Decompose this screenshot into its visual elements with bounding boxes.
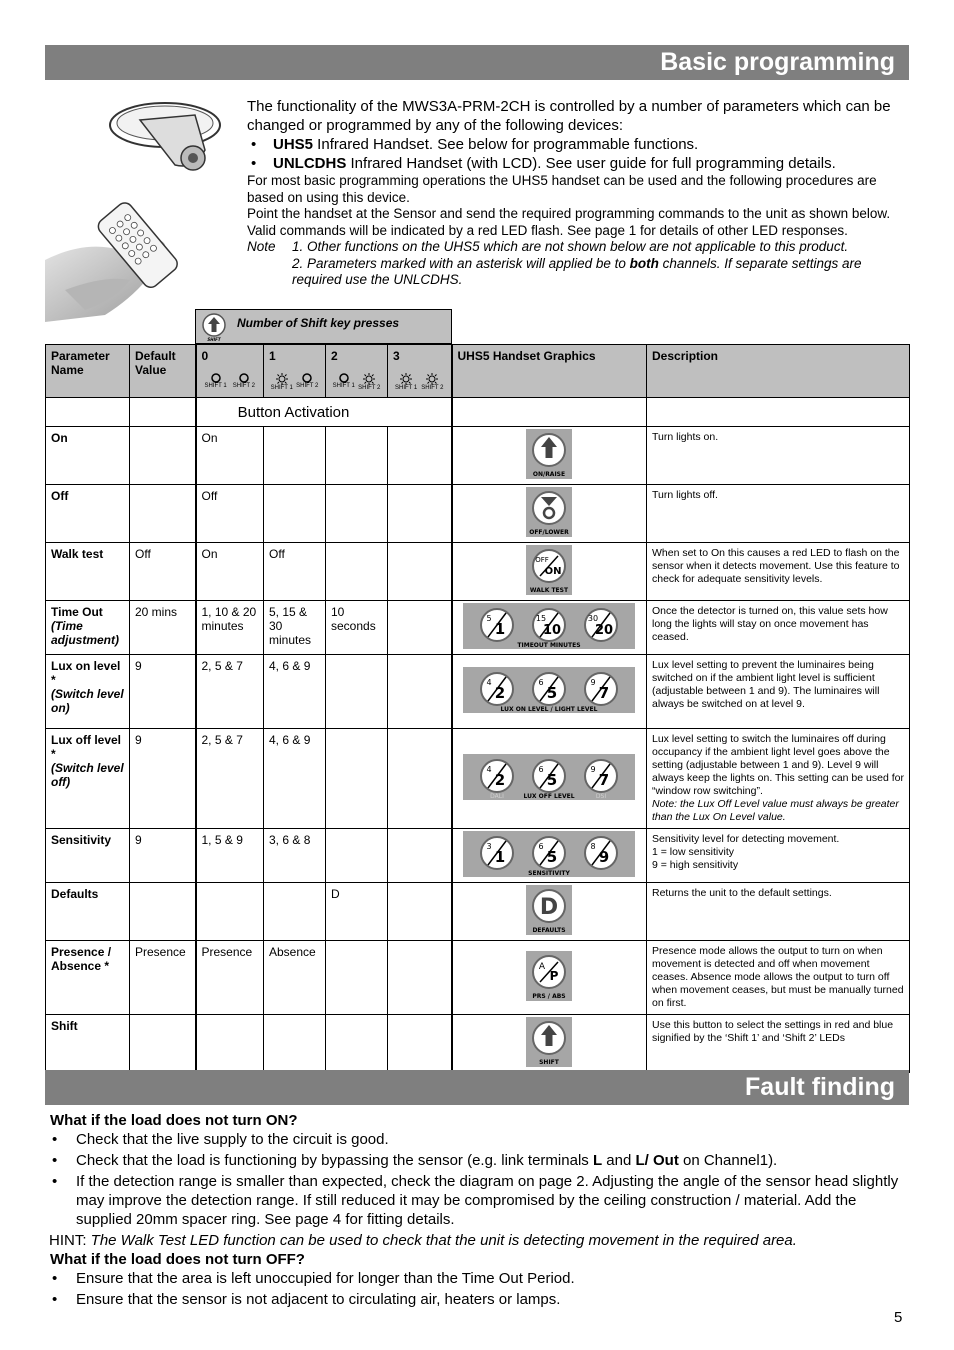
svg-text:LUX OFF LEVEL: LUX OFF LEVEL bbox=[523, 793, 575, 800]
svg-text:WALK TEST: WALK TEST bbox=[530, 587, 569, 594]
device-list bbox=[247, 135, 907, 173]
svg-text:ON: ON bbox=[544, 566, 562, 577]
shift3-cell bbox=[388, 601, 452, 655]
shift1-cell bbox=[264, 883, 326, 941]
shift1-led-on-icon: SHIFT 1 bbox=[393, 373, 419, 391]
handset-graphic-cell bbox=[452, 601, 647, 655]
shift0-cell: Presence bbox=[196, 941, 264, 1015]
svg-text:4: 4 bbox=[486, 765, 492, 774]
fraction-button-icon bbox=[481, 837, 513, 869]
shift0-cell bbox=[196, 883, 264, 941]
shift2-cell bbox=[326, 729, 388, 829]
shift3-cell bbox=[388, 1015, 452, 1073]
shift1-cell bbox=[264, 485, 326, 543]
header-shift-0: 0 SHIFT 1 SHIFT 2 bbox=[196, 345, 264, 398]
handset-graphic-cell bbox=[452, 829, 647, 883]
header-description: Description bbox=[647, 345, 910, 398]
shift2-led-on-icon: SHIFT 2 bbox=[419, 373, 445, 391]
header-shift-3: 3 SHIFT 1 SHIFT 2 bbox=[388, 345, 452, 398]
svg-text:5: 5 bbox=[486, 614, 492, 623]
svg-text:D: D bbox=[540, 895, 559, 920]
default-value-cell: 20 mins bbox=[130, 601, 196, 655]
default-value-cell bbox=[130, 1015, 196, 1073]
table-row bbox=[46, 729, 910, 829]
default-value-cell: 9 bbox=[130, 729, 196, 829]
intro-para2: For most basic programming operations the UHS5 handset can be used and the following procedures are based on using this device. bbox=[247, 173, 877, 205]
description-cell: Once the detector is turned on, this value sets how long the lights will stay on once movement has ceased. bbox=[647, 601, 910, 655]
handset-graphic-cell bbox=[452, 427, 647, 485]
shift1-led-off-icon: SHIFT 1 bbox=[202, 373, 230, 389]
shift2-cell bbox=[326, 543, 388, 601]
shift1-cell: 4, 6 & 9 bbox=[264, 729, 326, 829]
shift2-cell: 10 seconds bbox=[326, 601, 388, 655]
svg-text:DEFAULTS: DEFAULTS bbox=[532, 927, 566, 934]
shift2-cell bbox=[326, 941, 388, 1015]
section-title-fault-finding: Fault finding bbox=[45, 1070, 909, 1105]
fraction-button-icon bbox=[585, 760, 617, 792]
svg-text:LUX ON LEVEL / LIGHT LEVEL: LUX ON LEVEL / LIGHT LEVEL bbox=[500, 706, 598, 713]
shift2-cell bbox=[326, 485, 388, 543]
lux-off-button-graphic bbox=[463, 754, 635, 800]
shift0-cell: On bbox=[196, 543, 264, 601]
description-cell: Turn lights on. bbox=[647, 427, 910, 485]
param-name-cell: Off bbox=[46, 485, 130, 543]
walk-button-graphic bbox=[526, 545, 572, 595]
button-activation-row bbox=[46, 398, 910, 427]
shift2-cell: D bbox=[326, 883, 388, 941]
fraction-button-icon bbox=[533, 760, 565, 792]
svg-text:20: 20 bbox=[595, 623, 614, 638]
shift-presses-header bbox=[195, 309, 452, 344]
fault-question-off: What if the load does not turn OFF? bbox=[50, 1251, 305, 1268]
param-name-cell: Lux off level * (Switch level off) bbox=[46, 729, 130, 829]
shift0-cell: 1, 5 & 9 bbox=[196, 829, 264, 883]
shift0-cell: On bbox=[196, 427, 264, 485]
table-row bbox=[46, 543, 910, 601]
fraction-button-icon bbox=[585, 837, 617, 869]
shift3-cell bbox=[388, 543, 452, 601]
svg-text:8: 8 bbox=[590, 842, 596, 851]
device-item-unlcdhs: • UNLCDHS Infrared Handset (with LCD). See user guide for full programming details. bbox=[273, 154, 907, 173]
svg-text:30: 30 bbox=[588, 614, 599, 623]
shift3-cell bbox=[388, 729, 452, 829]
svg-text:SENSITIVITY: SENSITIVITY bbox=[528, 870, 571, 877]
handset-graphic-cell bbox=[452, 729, 647, 829]
shift2-cell bbox=[326, 1015, 388, 1073]
param-name-cell: On bbox=[46, 427, 130, 485]
intro-note: Note 1. Other functions on the UHS5 which are not shown below are not applicable to this product. 2. Parameters marked with an asterisk will applied be to both channels. If separate settings are required use the UNLCDHS. bbox=[247, 239, 862, 287]
default-value-cell: 9 bbox=[130, 655, 196, 729]
header-parameter-name: Parameter Name bbox=[46, 345, 130, 398]
svg-text:7: 7 bbox=[599, 684, 610, 702]
description-cell: Lux level setting to switch the luminaires off during occupancy if the ambient light level goes above the setting (adjustable between 1 and 9). Level 9 will always keep the lights on. This setting can be used for “window row switching”. Note: the Lux Off Level value must always be greater than the Lux On Level value. bbox=[647, 729, 910, 829]
sensor-and-handset-illustration bbox=[45, 90, 240, 322]
handset-graphic-cell bbox=[452, 543, 647, 601]
default-value-cell: Presence bbox=[130, 941, 196, 1015]
shift1-cell: Off bbox=[264, 543, 326, 601]
shift3-cell bbox=[388, 427, 452, 485]
description-cell: Turn lights off. bbox=[647, 485, 910, 543]
shift1-cell: 4, 6 & 9 bbox=[264, 655, 326, 729]
intro-para4: Valid commands will be indicated by a red LED flash. See page 1 for details of other LED responses. bbox=[247, 222, 848, 238]
description-cell: Presence mode allows the output to turn on when movement is detected and off when movement ceases. Absence mode allows the output to turn off when movement ceases, but must be manually turned on first. bbox=[647, 941, 910, 1015]
fraction-button-icon bbox=[533, 837, 565, 869]
svg-text:1: 1 bbox=[495, 620, 506, 638]
shift1-cell: 5, 15 & 30 minutes bbox=[264, 601, 326, 655]
svg-text:7: 7 bbox=[599, 771, 610, 789]
param-name-cell: Walk test bbox=[46, 543, 130, 601]
description-cell: Sensitivity level for detecting movement. 1 = low sensitivity 9 = high sensitivity bbox=[647, 829, 910, 883]
shift1-led-off-icon: SHIFT 1 bbox=[331, 373, 357, 391]
shift0-cell: 2, 5 & 7 bbox=[196, 655, 264, 729]
fault-finding-content bbox=[50, 1111, 910, 1311]
shift0-cell: 2, 5 & 7 bbox=[196, 729, 264, 829]
page-number: 5 bbox=[894, 1309, 903, 1326]
svg-text:A: A bbox=[539, 962, 546, 972]
table-row bbox=[46, 1015, 910, 1073]
fraction-button-icon bbox=[481, 760, 513, 792]
shift2-led-on-icon: SHIFT 2 bbox=[357, 373, 383, 391]
param-name-cell: Presence / Absence * bbox=[46, 941, 130, 1015]
shift1-cell: Absence bbox=[264, 941, 326, 1015]
default-value-cell: 9 bbox=[130, 829, 196, 883]
svg-text:ON/RAISE: ON/RAISE bbox=[533, 471, 566, 478]
fault-off-list bbox=[50, 1269, 910, 1309]
param-name-cell: Defaults bbox=[46, 883, 130, 941]
param-name-cell: Sensitivity bbox=[46, 829, 130, 883]
svg-text:OFF: OFF bbox=[535, 556, 550, 564]
fraction-button-icon bbox=[585, 673, 617, 705]
header-default-value: Default Value bbox=[130, 345, 196, 398]
param-name-cell: Lux on level * (Switch level on) bbox=[46, 655, 130, 729]
shift1-led-on-icon: SHIFT 1 bbox=[269, 373, 295, 391]
svg-text:2: 2 bbox=[495, 771, 506, 789]
table-row bbox=[46, 485, 910, 543]
shift3-cell bbox=[388, 485, 452, 543]
table-row bbox=[46, 601, 910, 655]
default-value-cell: Off bbox=[130, 543, 196, 601]
fault-hint: HINT: The Walk Test LED function can be used to check that the unit is detecting movement in the required area. bbox=[49, 1232, 797, 1249]
handset-graphic-cell bbox=[452, 941, 647, 1015]
fault-question-on: What if the load does not turn ON? bbox=[50, 1112, 298, 1129]
lux-on-button-graphic bbox=[463, 667, 635, 713]
svg-text:2: 2 bbox=[495, 684, 506, 702]
intro-para1: The functionality of the MWS3A-PRM-2CH is controlled by a number of parameters which can be changed or programmed by any of the following devices: bbox=[247, 98, 891, 134]
table-row bbox=[46, 883, 910, 941]
fault-item: • Check that the live supply to the circuit is good. bbox=[76, 1130, 910, 1149]
section-title-basic-programming: Basic programming bbox=[45, 45, 909, 80]
svg-text:9: 9 bbox=[590, 765, 596, 774]
svg-text:DALI: DALI bbox=[490, 793, 505, 800]
sensitivity-button-graphic bbox=[463, 831, 635, 877]
svg-text:5: 5 bbox=[547, 848, 558, 866]
handset-graphic-cell bbox=[452, 485, 647, 543]
svg-text:TIMEOUT MINUTES: TIMEOUT MINUTES bbox=[517, 642, 581, 649]
button-activation-label: Button Activation bbox=[196, 398, 452, 427]
shift2-led-off-icon: SHIFT 2 bbox=[295, 373, 321, 391]
handset-graphic-cell bbox=[452, 1015, 647, 1073]
shift3-cell bbox=[388, 829, 452, 883]
shift1-cell bbox=[264, 1015, 326, 1073]
on-button-graphic bbox=[526, 429, 572, 479]
table-row bbox=[46, 829, 910, 883]
shift2-cell bbox=[326, 655, 388, 729]
device-item-uhs5: • UHS5 Infrared Handset. See below for programmable functions. bbox=[273, 135, 907, 154]
fraction-button-icon bbox=[585, 609, 617, 641]
svg-text:OFF/LOWER: OFF/LOWER bbox=[529, 529, 570, 536]
param-name-cell: Time Out (Time adjustment) bbox=[46, 601, 130, 655]
handset-graphic-cell bbox=[452, 655, 647, 729]
table-row bbox=[46, 941, 910, 1015]
header-handset-graphics: UHS5 Handset Graphics bbox=[452, 345, 647, 398]
svg-text:15: 15 bbox=[536, 614, 547, 623]
shift0-cell bbox=[196, 1015, 264, 1073]
svg-text:6: 6 bbox=[538, 678, 544, 687]
table-row bbox=[46, 655, 910, 729]
header-shift-2: 2 SHIFT 1 SHIFT 2 bbox=[326, 345, 388, 398]
svg-text:6: 6 bbox=[538, 765, 544, 774]
default-value-cell bbox=[130, 883, 196, 941]
shift3-cell bbox=[388, 655, 452, 729]
off-button-graphic bbox=[526, 487, 572, 537]
fault-item: • Check that the load is functioning by bypassing the sensor (e.g. link terminals L and L/ Out on Channel1). bbox=[76, 1151, 910, 1170]
shift-presses-label: Number of Shift key presses bbox=[237, 316, 400, 330]
svg-text:4: 4 bbox=[486, 678, 492, 687]
svg-text:P: P bbox=[549, 969, 559, 983]
description-cell: When set to On this causes a red LED to flash on the sensor when it detects movement. Use this feature to check for adequate sensitivity levels. bbox=[647, 543, 910, 601]
svg-text:PRS / ABS: PRS / ABS bbox=[532, 993, 566, 1000]
svg-text:DSI: DSI bbox=[596, 793, 607, 800]
svg-text:6: 6 bbox=[538, 842, 544, 851]
timeout-button-graphic bbox=[463, 603, 635, 649]
fraction-button-icon bbox=[481, 673, 513, 705]
fault-item: • Ensure that the sensor is not adjacent to circulating air, heaters or lamps. bbox=[76, 1290, 910, 1309]
param-name-cell: Shift bbox=[46, 1015, 130, 1073]
fault-item: • Ensure that the area is left unoccupied for longer than the Time Out Period. bbox=[76, 1269, 910, 1288]
fraction-button-icon bbox=[533, 609, 565, 641]
intro-para3: Point the handset at the Sensor and send the required programming commands to the unit as shown below. bbox=[247, 206, 891, 221]
svg-text:SHIFT: SHIFT bbox=[207, 337, 221, 342]
svg-text:9: 9 bbox=[599, 848, 610, 866]
fraction-button-icon bbox=[533, 673, 565, 705]
prs-button-graphic bbox=[526, 951, 572, 1001]
svg-text:5: 5 bbox=[547, 771, 558, 789]
shift2-led-off-icon: SHIFT 2 bbox=[230, 373, 258, 389]
svg-text:9: 9 bbox=[590, 678, 596, 687]
svg-text:10: 10 bbox=[543, 623, 562, 638]
defaults-button-graphic bbox=[526, 885, 572, 935]
shift1-cell bbox=[264, 427, 326, 485]
default-value-cell bbox=[130, 427, 196, 485]
svg-text:5: 5 bbox=[547, 684, 558, 702]
shift-button-graphic bbox=[526, 1017, 572, 1067]
shift3-cell bbox=[388, 941, 452, 1015]
shift0-cell: Off bbox=[196, 485, 264, 543]
shift2-cell bbox=[326, 829, 388, 883]
handset-graphic-cell bbox=[452, 883, 647, 941]
programming-table bbox=[45, 344, 910, 1073]
table-row bbox=[46, 427, 910, 485]
description-cell: Use this button to select the settings in red and blue signified by the ‘Shift 1’ and ‘Shift 2’ LEDs bbox=[647, 1015, 910, 1073]
header-shift-1: 1 SHIFT 1 SHIFT 2 bbox=[264, 345, 326, 398]
shift-button-icon bbox=[200, 312, 228, 342]
description-cell: Returns the unit to the default settings. bbox=[647, 883, 910, 941]
shift0-cell: 1, 10 & 20 minutes bbox=[196, 601, 264, 655]
default-value-cell bbox=[130, 485, 196, 543]
fraction-button-icon bbox=[481, 609, 513, 641]
description-cell: Lux level setting to prevent the luminaires being switched on if the ambient light level is sufficient (adjustable between 1 and 9). The luminaires will always be switched on at level 9. bbox=[647, 655, 910, 729]
intro-text bbox=[247, 97, 907, 289]
svg-text:1: 1 bbox=[495, 848, 506, 866]
svg-text:3: 3 bbox=[486, 842, 492, 851]
shift1-cell: 3, 6 & 8 bbox=[264, 829, 326, 883]
svg-text:SHIFT: SHIFT bbox=[539, 1059, 560, 1066]
fault-on-list bbox=[50, 1130, 910, 1229]
shift3-cell bbox=[388, 883, 452, 941]
shift2-cell bbox=[326, 427, 388, 485]
fault-item: • If the detection range is smaller than expected, check the diagram on page 2. Adjusting the angle of the sensor head slightly may improve the detection range. If still reduced it may be compromised by the ceiling construction / material. Add the supplied 20mm spacer ring. See page 4 for fitting details. bbox=[76, 1172, 910, 1229]
